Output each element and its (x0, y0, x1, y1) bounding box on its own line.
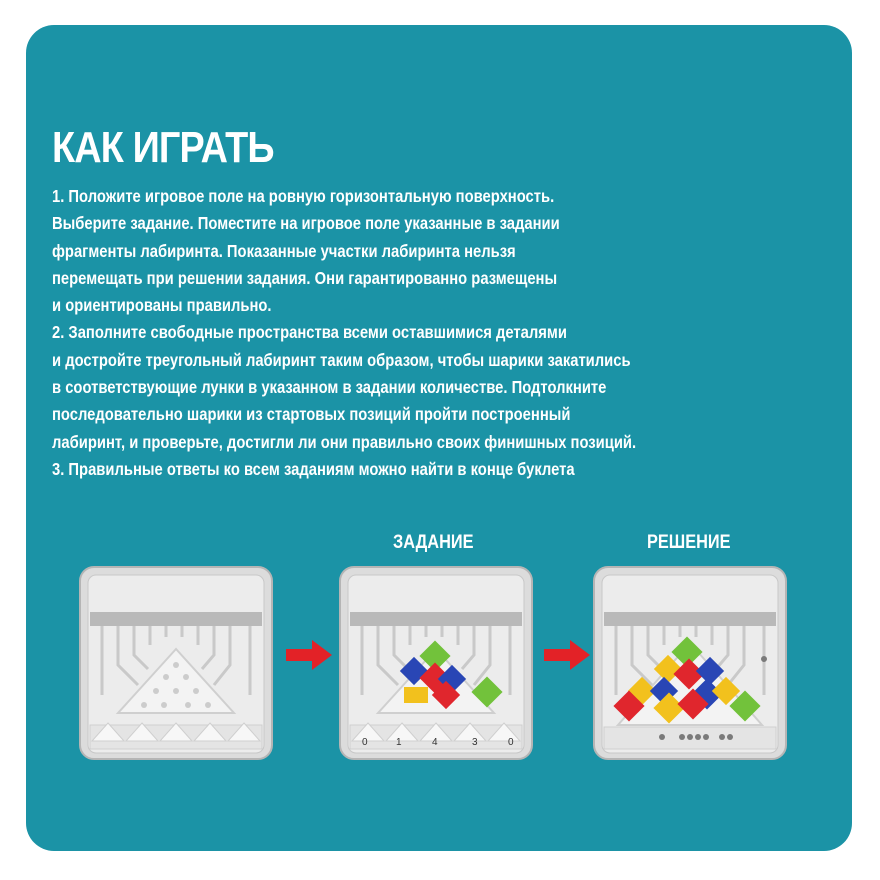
page-title: КАК ИГРАТЬ (52, 123, 274, 172)
board-empty-svg (78, 565, 274, 761)
rules-text (52, 183, 792, 483)
rules-line: в соответствующие лунки в указанном в задании количестве. Подтолкните (52, 377, 607, 398)
rules-line: 1. Положите игровое поле на ровную горизонтальную поверхность. (52, 186, 555, 206)
arrow-icon (544, 640, 590, 670)
rules-line: лабиринт, и проверьте, достигли ли они правильно своих финишных позиций. (52, 431, 637, 452)
rules-line: перемещать при решении задания. Они гарантированно размещены (52, 267, 558, 288)
board-task-svg (338, 565, 534, 761)
rules-line: 3. Правильные ответы ко всем заданиям можно найти в конце буклета (52, 458, 575, 479)
task-label: ЗАДАНИЕ (393, 532, 474, 553)
rules-line: Выберите задание. Поместите на игровое поле указанные в задании (52, 213, 560, 234)
rules-line: фрагменты лабиринта. Показанные участки лабиринта нельзя (52, 240, 516, 261)
task-count-4: 3 (472, 737, 478, 748)
rules-line: и ориентированы правильно. (52, 295, 272, 316)
empty-board-image (78, 565, 274, 761)
task-count-1: 0 (362, 737, 368, 748)
board-solution-svg (592, 565, 788, 761)
rules-line: 2. Заполните свободные пространства всеми оставшимися деталями (52, 322, 567, 343)
task-board-image (338, 565, 534, 761)
solution-board-image (592, 565, 788, 761)
solution-label: РЕШЕНИЕ (647, 532, 731, 553)
task-count-5: 0 (508, 737, 514, 748)
arrow-icon (286, 640, 332, 670)
task-count-2: 1 (396, 737, 402, 748)
task-count-3: 4 (432, 737, 438, 748)
rules-line: и достройте треугольный лабиринт таким образом, чтобы шарики закатились (52, 349, 631, 370)
rules-line: последовательно шарики из стартовых позиций пройти построенный (52, 404, 571, 425)
